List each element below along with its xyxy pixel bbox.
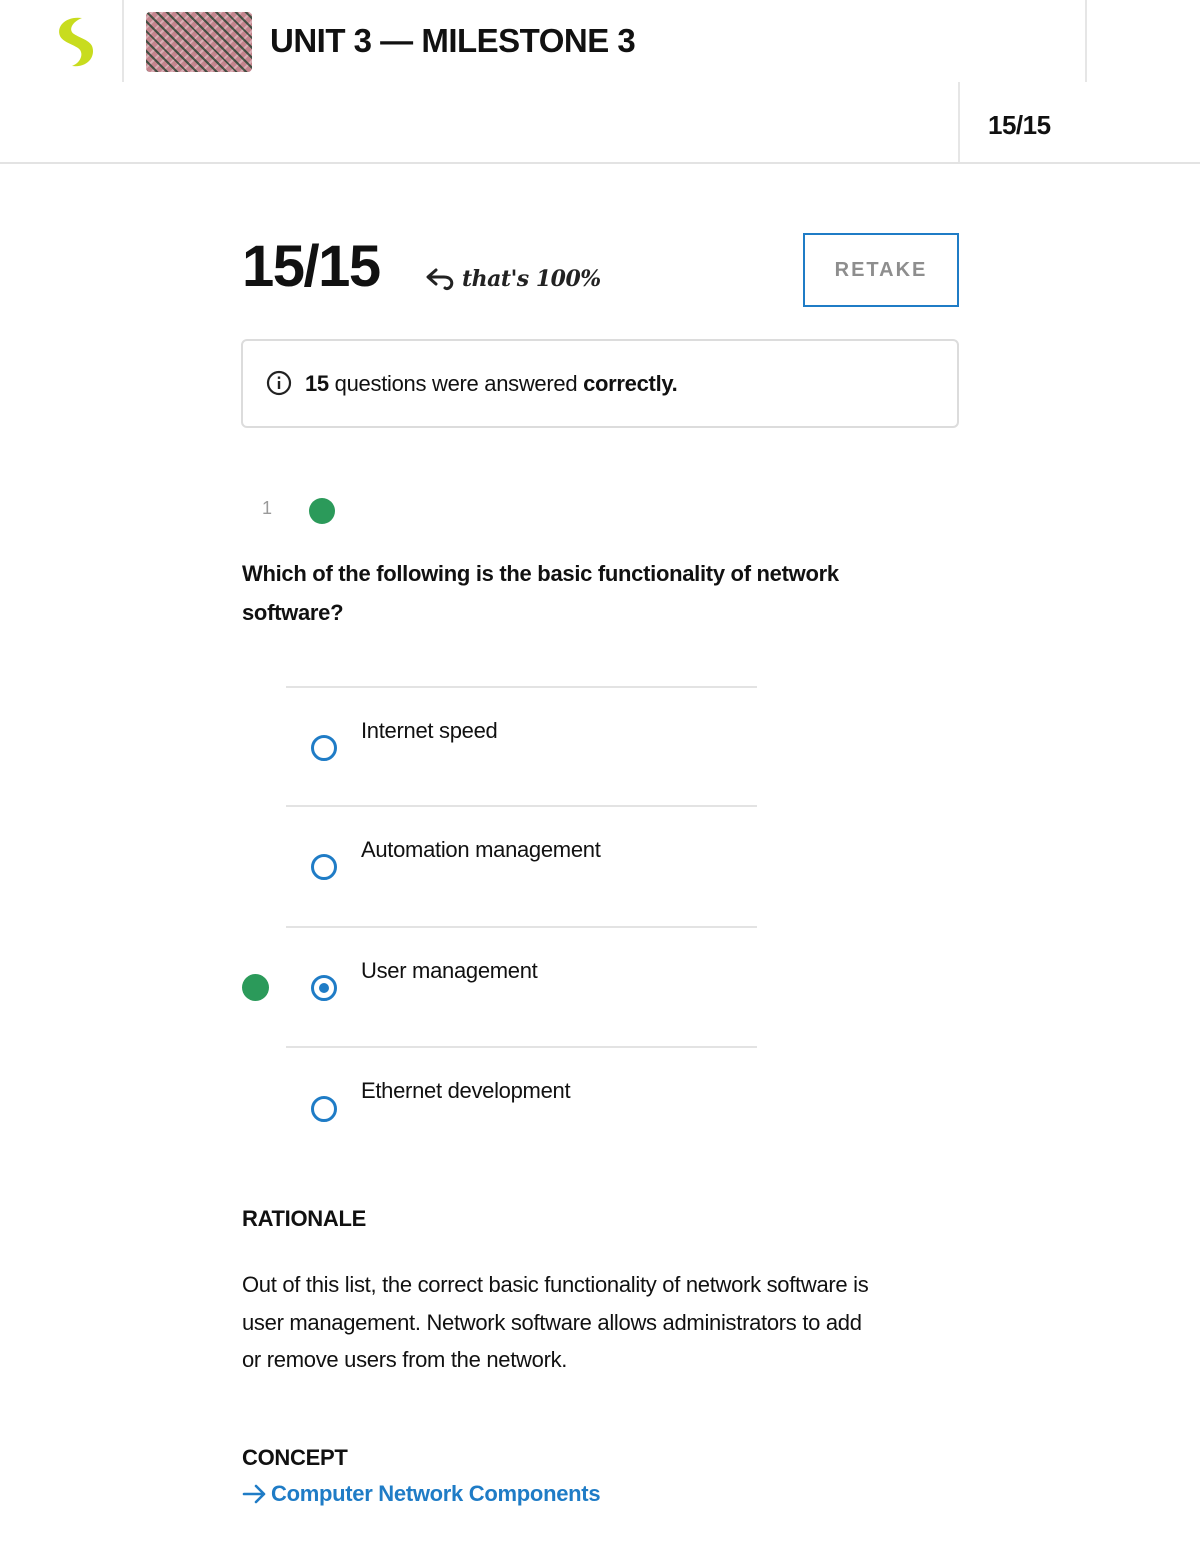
option-label[interactable]: Internet speed [361, 718, 498, 743]
page-title: UNIT 3 — MILESTONE 3 [270, 22, 636, 59]
result-score: 15/15 [242, 234, 380, 299]
arrow-right-icon [242, 1483, 268, 1505]
option-radio-user-management[interactable] [311, 975, 337, 1001]
option-divider [286, 686, 757, 688]
option-radio-automation-management[interactable] [311, 854, 337, 880]
unit-thumbnail [146, 12, 252, 72]
header-score: 15/15 [988, 110, 1051, 140]
option-divider [286, 1046, 757, 1048]
option-label[interactable]: Ethernet development [361, 1078, 571, 1103]
concept-link[interactable] [242, 1481, 600, 1507]
summary-middle: questions were answered [328, 371, 584, 396]
correct-answer-marker [242, 974, 269, 1001]
option-radio-internet-speed[interactable] [311, 735, 337, 761]
concept-heading: CONCEPT [242, 1445, 348, 1470]
rationale-text: Out of this list, the correct basic functionality of network software is user management. Network software allows administrators to add or remove users from the network. [242, 1272, 869, 1372]
rationale-heading: RATIONALE [242, 1206, 366, 1231]
header-bottom-border [0, 162, 1200, 164]
curved-arrow-icon [424, 266, 456, 292]
question-number: 1 [262, 498, 273, 518]
question-status-dot [309, 498, 335, 524]
sophia-logo-icon[interactable] [52, 14, 98, 70]
header-divider [122, 0, 124, 82]
header-divider [1085, 0, 1087, 82]
summary-count: 15 [305, 371, 329, 396]
question-text: Which of the following is the basic functionality of network software? [242, 561, 839, 625]
score-divider [958, 82, 960, 162]
score-annotation: that's 100% [462, 266, 601, 292]
info-icon [266, 370, 292, 396]
summary-bold: correctly. [583, 371, 678, 396]
option-label[interactable]: User management [361, 958, 538, 983]
option-radio-ethernet-development[interactable] [311, 1096, 337, 1122]
option-label[interactable]: Automation management [361, 837, 601, 862]
option-divider [286, 805, 757, 807]
retake-button[interactable]: RETAKE [803, 233, 959, 307]
summary-text [305, 371, 678, 397]
concept-link-label[interactable]: Computer Network Components [271, 1481, 601, 1506]
option-divider [286, 926, 757, 928]
